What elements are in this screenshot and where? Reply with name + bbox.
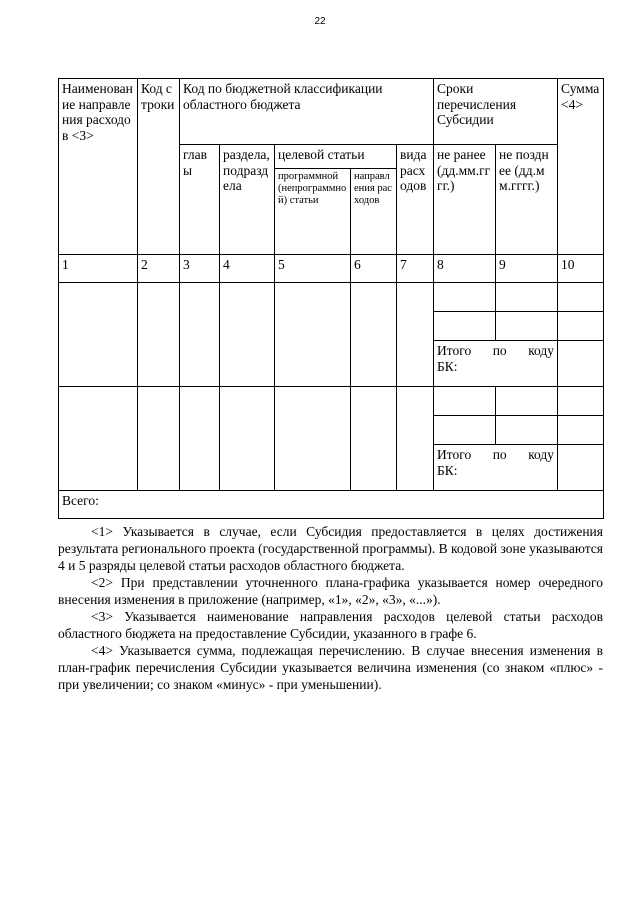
total-label: Всего:: [59, 491, 604, 519]
header-expense-name: Наименование направления расходов <3>: [59, 79, 138, 255]
empty-cell: [434, 283, 496, 312]
col-number: 6: [351, 255, 397, 283]
header-not-earlier: не ранее (дд.мм.гггг.): [434, 145, 496, 255]
header-sum: Сумма <4>: [558, 79, 604, 255]
data-row: [59, 283, 604, 312]
col-number: 5: [275, 255, 351, 283]
subtotal-word: БК:: [437, 358, 458, 374]
footnote: <4> Указывается сумма, подлежащая перечислению. В случае внесения изменения в план-график перечисления Субсидии указывается величина изменения (со знаком «плюс» - при увеличении; со знаком «минус» - при уменьшении).: [58, 643, 603, 692]
subtotal-word: Итого: [437, 447, 472, 462]
empty-cell: [397, 387, 434, 491]
empty-cell: [496, 312, 558, 341]
empty-cell: [180, 283, 220, 387]
footnote: <3> Указывается наименование направления расходов целевой статьи расходов областного бюджета на предоставление Субсидии, указанного в графе 6.: [58, 609, 603, 641]
empty-cell: [434, 416, 496, 445]
header-glava: главы: [180, 145, 220, 255]
empty-cell: [59, 387, 138, 491]
header-expense-type: вида расходов: [397, 145, 434, 255]
empty-cell: [138, 283, 180, 387]
empty-cell: [496, 387, 558, 416]
empty-cell: [558, 283, 604, 312]
empty-cell: [138, 387, 180, 491]
subtotal-word: коду: [528, 343, 555, 358]
empty-cell: [180, 387, 220, 491]
subtotal-word: по: [492, 343, 507, 358]
header-program-article: программной (непрограммной) статьи: [275, 169, 351, 255]
budget-schedule-table: [58, 78, 604, 519]
header-row-code: Код строки: [138, 79, 180, 255]
header-not-later: не позднее (дд.мм.гггг.): [496, 145, 558, 255]
empty-cell: [59, 283, 138, 387]
col-number: 4: [220, 255, 275, 283]
empty-cell: [496, 283, 558, 312]
subtotal-label: [434, 341, 558, 387]
empty-cell: [434, 312, 496, 341]
col-number: 10: [558, 255, 604, 283]
total-row: [59, 491, 604, 519]
header-budget-classification: Код по бюджетной классификации областного бюджета: [180, 79, 434, 145]
col-number: 3: [180, 255, 220, 283]
header-target-article: целевой статьи: [275, 145, 397, 169]
subtotal-word: Итого: [437, 343, 472, 358]
empty-cell: [351, 387, 397, 491]
col-number: 8: [434, 255, 496, 283]
subtotal-word: БК:: [437, 462, 458, 478]
footnotes: [58, 523, 603, 693]
empty-cell: [558, 341, 604, 387]
col-number: 7: [397, 255, 434, 283]
empty-cell: [351, 283, 397, 387]
data-row: [59, 387, 604, 416]
col-number: 2: [138, 255, 180, 283]
empty-cell: [558, 312, 604, 341]
column-number-row: [59, 255, 604, 283]
empty-cell: [558, 416, 604, 445]
empty-cell: [220, 283, 275, 387]
subtotal-label: [434, 445, 558, 491]
subtotal-word: коду: [528, 447, 555, 462]
header-razdel: раздела, подраздела: [220, 145, 275, 255]
empty-cell: [434, 387, 496, 416]
col-number: 9: [496, 255, 558, 283]
col-number: 1: [59, 255, 138, 283]
empty-cell: [558, 445, 604, 491]
footnote: <2> При представлении уточненного плана-графика указывается номер очередного внесения изменения в приложение (например, «1», «2», «3», «...»).: [58, 575, 603, 607]
empty-cell: [496, 416, 558, 445]
header-transfer-terms: Сроки перечисления Субсидии: [434, 79, 558, 145]
empty-cell: [275, 283, 351, 387]
page-number: 22: [314, 16, 326, 27]
empty-cell: [558, 387, 604, 416]
header-direction: направления расходов: [351, 169, 397, 255]
footnote: <1> Указывается в случае, если Субсидия предоставляется в целях достижения результата регионального проекта (государственной программы). В кодовой зоне указываются 4 и 5 разряды целевой статьи расходов областного бюджета.: [58, 524, 603, 573]
subtotal-word: по: [492, 447, 507, 462]
empty-cell: [220, 387, 275, 491]
empty-cell: [275, 387, 351, 491]
empty-cell: [397, 283, 434, 387]
